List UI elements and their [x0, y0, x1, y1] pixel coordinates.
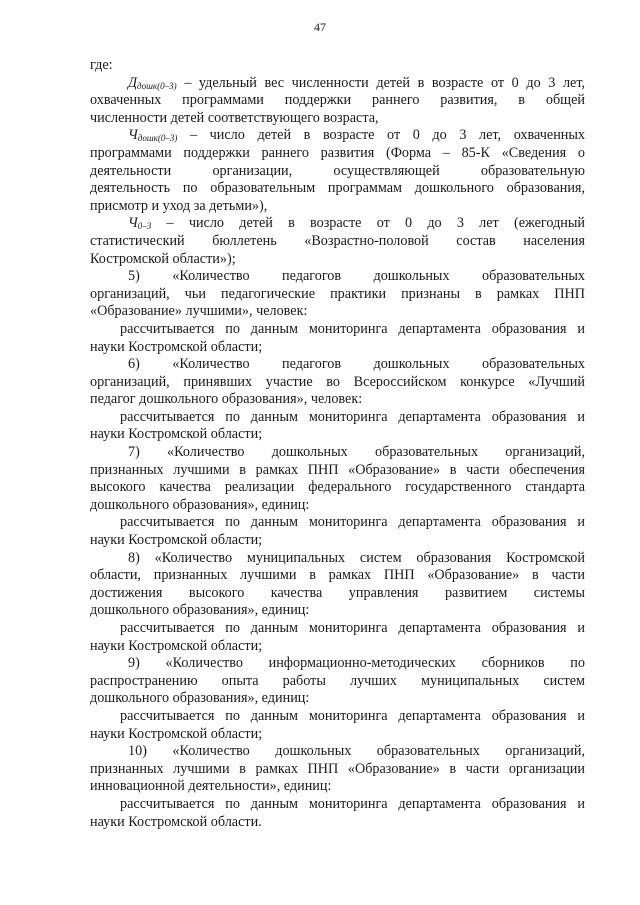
calc-line: рассчитывается по данным мониторинга департамента образования и [120, 514, 585, 531]
paragraph-line: статистический бюллетень «Возрастно-половой состав населения [90, 232, 585, 249]
paragraph-line: педагог дошкольного образования», человек: [90, 391, 363, 408]
paragraph-line: науки Костромской области; [90, 426, 263, 443]
paragraph-line: численности детей соответствующего возраста, [90, 109, 379, 126]
ch-subscript: дошк(0–3) [137, 133, 178, 144]
paragraph-line: присмотр и уход за детьми»), [90, 197, 268, 214]
d-definition-line: $Д_{дошк(0-3)}$ – удельный вес численности детей в возрасте от 0 до 3 лет, [128, 74, 586, 91]
paragraph-line: деятельность по образовательным программам дошкольного образования, [90, 180, 585, 197]
paragraph-line: науки Костромской области; [90, 725, 263, 742]
page-number: 47 [314, 20, 326, 34]
calc-line: рассчитывается по данным мониторинга департамента образования и [120, 707, 585, 724]
paragraph-line: высокого качества реализации федерального государственного стандарта [90, 479, 585, 496]
calc-line: рассчитывается по данным мониторинга департамента образования и [120, 320, 585, 337]
paragraph-line: программами поддержки раннего развития (Форма – 85-К «Сведения о [90, 144, 585, 161]
paragraph-line: признанных лучшими в рамках ПНП «Образование» в части обеспечения [90, 461, 585, 478]
ch-symbol: Ч [128, 127, 138, 144]
paragraph-line: области, признанных лучшими в рамках ПНП «Образование» в части [90, 567, 585, 584]
paragraph-line: достижения высокого качества управления развитием системы [90, 584, 585, 601]
paragraph-line: науки Костромской области; [90, 637, 263, 654]
item-10-line: 10) «Количество дошкольных образовательных организаций, [128, 743, 585, 760]
paragraph-line: дошкольного образования», единиц: [90, 496, 310, 513]
item-5-line: 5) «Количество педагогов дошкольных образовательных [128, 268, 585, 285]
paragraph-line: дошкольного образования», единиц: [90, 690, 310, 707]
paragraph-line: признанных лучшими в рамках ПНП «Образование» в части организации [90, 760, 585, 777]
paragraph-line: «Образование» лучшими», человек: [90, 303, 308, 320]
ch2-symbol: Ч [128, 215, 138, 232]
document-body [90, 57, 585, 831]
item-8-line: 8) «Количество муниципальных систем образования Костромской [128, 549, 585, 566]
calc-line: рассчитывается по данным мониторинга департамента образования и [120, 795, 585, 812]
paragraph-line: науки Костромской области; [90, 532, 263, 549]
d-symbol: Д [128, 74, 138, 91]
item-9-line: 9) «Количество информационно-методических сборников по [128, 655, 585, 672]
paragraph-line: инновационной деятельности», единиц: [90, 778, 332, 795]
paragraph-line: организаций, принявших участие во Всероссийском конкурсе «Лучший [90, 373, 585, 390]
paragraph-line: науки Костромской области. [90, 813, 262, 830]
paragraph-line: дошкольного образования», единиц: [90, 602, 310, 619]
ch-definition-line: $Ч_{дошк(0-3)}$ – число детей в возрасте от 0 до 3 лет, охваченных [128, 127, 586, 144]
ch2-definition-line: $Ч_{0-3}$ – число детей в возрасте от 0 до 3 лет (ежегодный [128, 215, 586, 232]
paragraph-line: охваченных программами поддержки раннего развития, в общей [90, 92, 585, 109]
ch2-subscript: 0–3 [137, 221, 152, 232]
paragraph-line: Костромской области»); [90, 250, 236, 267]
paragraph-line: науки Костромской области; [90, 338, 263, 355]
d-subscript: дошк(0–3) [137, 80, 177, 91]
calc-line: рассчитывается по данным мониторинга департамента образования и [120, 408, 585, 425]
where-label: где: [90, 57, 113, 73]
paragraph-line: организаций, чьи педагогические практики признаны в рамках ПНП [90, 285, 585, 302]
paragraph-line: распространению опыта работы лучших муниципальных систем [90, 672, 585, 689]
paragraph-line: деятельности организации, осуществляющей образовательную [90, 162, 585, 179]
item-7-line: 7) «Количество дошкольных образовательных организаций, [128, 444, 585, 461]
item-6-line: 6) «Количество педагогов дошкольных образовательных [128, 356, 585, 373]
calc-line: рассчитывается по данным мониторинга департамента образования и [120, 620, 585, 636]
